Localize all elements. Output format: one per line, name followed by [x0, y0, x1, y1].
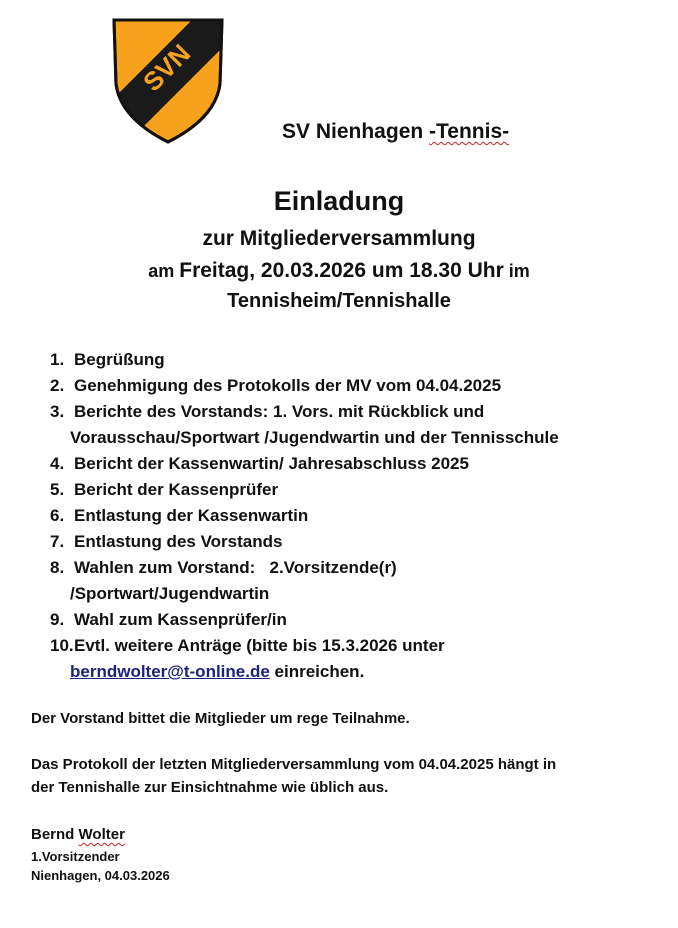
agenda-number: 1.: [50, 350, 65, 369]
invitation-location: Tennisheim/Tennishalle: [227, 290, 451, 312]
note-participation: Der Vorstand bittet die Mitglieder um rege Teilnahme.: [31, 710, 410, 727]
agenda-text: Entlastung des Vorstands: [74, 532, 283, 551]
agenda-number: 10.: [50, 636, 74, 655]
agenda-text: Bericht der Kassenprüfer: [74, 480, 279, 499]
agenda-text: Begrüßung: [74, 350, 165, 369]
agenda-item: [50, 529, 650, 555]
invitation-title: Einladung: [273, 186, 405, 216]
agenda-text: Genehmigung des Protokolls der MV vom 04.04.2025: [74, 376, 502, 395]
agenda-text: Bericht der Kassenwartin/ Jahresabschluss 2025: [74, 454, 469, 473]
date-main: Freitag, 20.03.2026 um 18.30 Uhr: [179, 259, 504, 282]
agenda-text-continued: [70, 659, 650, 685]
agenda-number: 3.: [50, 402, 65, 421]
agenda-text-suffix: einreichen.: [269, 662, 365, 681]
agenda-item: [50, 373, 650, 399]
agenda-number: 7.: [50, 532, 65, 551]
email-link[interactable]: berndwolter@t-online.de: [70, 662, 270, 681]
logo-text: SVN: [137, 38, 197, 98]
signature-first-name: Bernd: [31, 826, 79, 843]
agenda-number: 5.: [50, 480, 65, 499]
agenda-number: 4.: [50, 454, 65, 473]
agenda-text-continued: Vorausschau/Sportwart /Jugendwartin und der Tennisschule: [70, 428, 559, 447]
agenda-text: Wahl zum Kassenprüfer/in: [74, 610, 287, 629]
agenda-number: 9.: [50, 610, 65, 629]
agenda-item: [50, 399, 650, 451]
note-protocol-line2: der Tennishalle zur Einsichtnahme wie üblich aus.: [31, 779, 389, 796]
agenda-item: [50, 607, 650, 633]
agenda-text-continued: /Sportwart/Jugendwartin: [70, 584, 270, 603]
agenda-item: [50, 503, 650, 529]
agenda-item: [50, 451, 650, 477]
club-section: -Tennis-: [429, 120, 510, 143]
agenda-number: 8.: [50, 558, 65, 577]
note-protocol: [31, 753, 556, 799]
agenda-text: Entlastung der Kassenwartin: [74, 506, 309, 525]
club-logo: [108, 14, 228, 144]
agenda-text: Wahlen zum Vorstand: 2.Vorsitzende(r): [74, 558, 397, 577]
agenda-item: [50, 633, 650, 685]
invitation-date: [0, 259, 678, 283]
club-title: [282, 120, 509, 144]
agenda-number: 2.: [50, 376, 65, 395]
signature-role: 1.Vorsitzender: [31, 849, 120, 864]
signature-place-date: Nienhagen, 04.03.2026: [31, 868, 170, 883]
date-prefix: am: [148, 261, 180, 281]
agenda-item: [50, 477, 650, 503]
agenda-list: [50, 347, 650, 685]
signature-last-name: Wolter: [78, 826, 125, 843]
agenda-item: [50, 555, 650, 607]
signature-name: [31, 826, 125, 843]
svn-shield-icon: [108, 14, 228, 144]
agenda-text: Berichte des Vorstands: 1. Vors. mit Rückblick und: [74, 402, 485, 421]
club-name: SV Nienhagen: [282, 120, 430, 143]
note-protocol-line1: Das Protokoll der letzten Mitgliederversammlung vom 04.04.2025 hängt in: [31, 756, 557, 773]
agenda-item: [50, 347, 650, 373]
agenda-text: Evtl. weitere Anträge (bitte bis 15.3.2026 unter: [74, 636, 445, 655]
invitation-subtitle: zur Mitgliederversammlung: [202, 227, 476, 250]
agenda-number: 6.: [50, 506, 65, 525]
date-suffix: im: [503, 261, 530, 281]
